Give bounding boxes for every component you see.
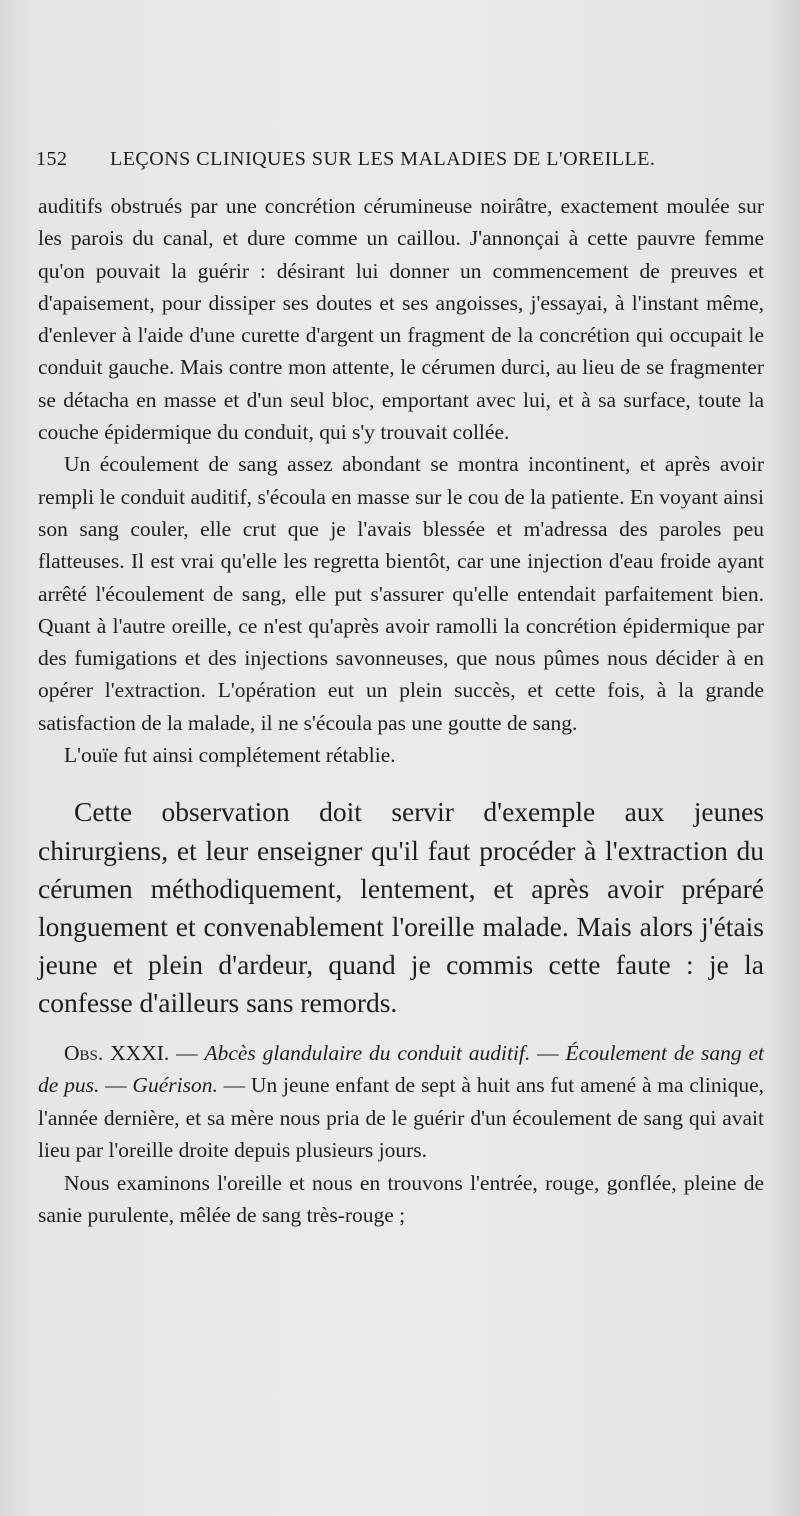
paragraph-lesson: Cette observation doit servir d'exemple aux jeunes chirurgiens, et leur enseigner qu'il faut procéder à l'extraction du cérumen méthodiquement, lentement, et après avoir préparé longuement et convenablement l'oreille malade. Mais alors j'étais jeune et plein d'ardeur, quand je commis cette faute : je la confesse d'ailleurs sans remords. [38,796,764,1019]
observation-dash: — [99,1073,133,1098]
observation-dash: — [530,1040,566,1065]
observation-label: Obs. XXXI. [64,1040,170,1065]
page-body [38,190,764,1232]
observation-text: Un jeune enfant de sept à huit ans fut amené à ma clinique, l'année dernière, et sa mère nous pria de le guérir d'un écoulement de sang qui avait lieu par l'oreille droite depuis plusieurs jours. [38,1073,764,1163]
paragraph-hearing-restored: L'ouïe fut ainsi complétement rétablie. [64,743,396,768]
observation-paragraph [38,1037,764,1167]
page-number: 152 [36,148,68,170]
observation-block [38,1037,764,1232]
observation-title: Abcès glandulaire du conduit auditif. [204,1040,531,1065]
paragraph-bleeding: Un écoulement de sang assez abondant se montra incontinent, et après avoir rempli le conduit auditif, s'écoula en masse sur le cou de la patiente. En voyant ainsi son sang couler, elle crut que je l'avais blessée et m'adressa des paroles peu flatteuses. Il est vrai qu'elle les regretta bientôt, car une injection d'eau froide ayant arrêté l'écoulement de sang, elle put s'assurer qu'elle entendait parfaitement bien. Quant à l'autre oreille, ce n'est qu'après avoir ramolli la concrétion épidermique par des fumigations et des injections savonneuses, que nous pûmes nous décider à en opérer l'extraction. L'opération eut un plein succès, et cette fois, à la grande satisfaction de la malade, il ne s'écoula pas une goutte de sang. [38,452,764,735]
running-title: LEÇONS CLINIQUES SUR LES MALADIES DE L'OREILLE. [110,148,656,170]
running-header [36,148,766,171]
observation-outcome: Guérison. [132,1073,218,1098]
observation-dash: — [169,1040,205,1065]
observation-dash: — [217,1073,251,1098]
paragraph-examination: Nous examinons l'oreille et nous en trouvons l'entrée, rouge, gonflée, pleine de sanie purulente, mêlée de sang très-rouge ; [38,1170,764,1228]
observation-subtitle: Écoulement de sang et de pus. [38,1040,764,1098]
paragraph-continuation: auditifs obstrués par une concrétion cérumineuse noirâtre, exactement moulée sur les parois du canal, et dure comme un caillou. J'annonçai à cette pauvre femme qu'on pouvait la guérir : désirant lui donner un commencement de preuves et d'apaisement, pour dissiper ses doutes et ses angoisses, j'essayai, à l'instant même, d'enlever à l'aide d'une curette d'argent un fragment de la concrétion qui occupait le conduit gauche. Mais contre mon attente, le cérumen durci, au lieu de se fragmenter se détacha en masse et d'un seul bloc, emportant avec lui, et à sa surface, toute la couche épidermique du conduit, qui s'y trouvait collée. [38,194,764,445]
